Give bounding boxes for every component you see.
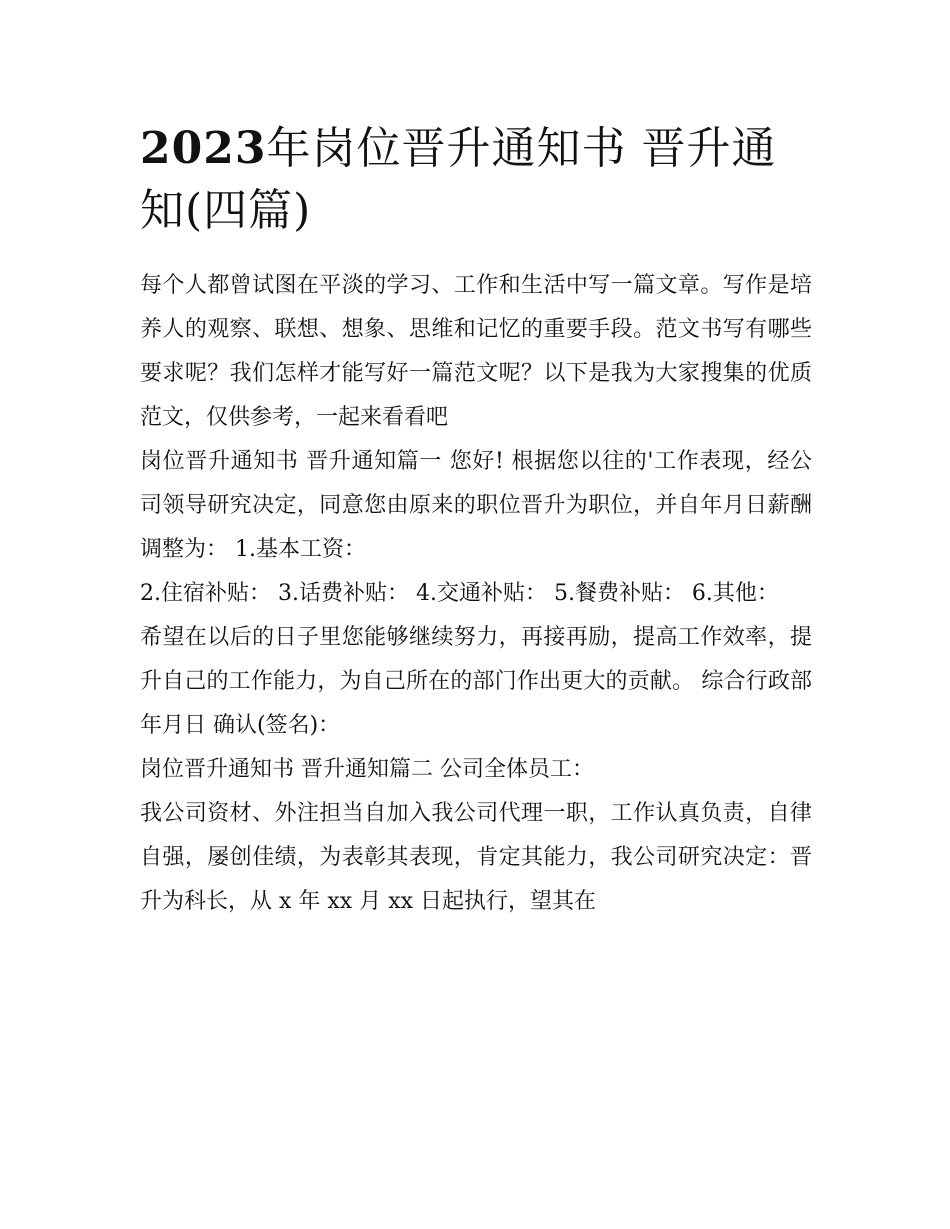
document-title — [140, 118, 812, 242]
title-year: 2023 — [140, 123, 267, 174]
document-page — [140, 118, 812, 924]
allowance-list-paragraph: 2.住宿补贴： 3.话费补贴： 4.交通补贴： 5.餐费补贴： 6.其他： — [140, 581, 779, 606]
notice-two-paragraph: 我公司资材、外注担当自加入我公司代理一职，工作认真负责，自律自强，屡创佳绩，为表彰其表现，肯定其能力，我公司研究决定：晋升为科长，从 x 年 xx 月 xx 日起执行，望其在 — [140, 801, 812, 914]
notice-two-heading: 岗位晋升通知书 晋升通知篇二 公司全体员工： — [140, 757, 594, 782]
notice-one-paragraph: 岗位晋升通知书 晋升通知篇一 您好! 根据您以往的'工作表现，经公司领导研究决定，同意您由原来的职位晋升为职位，并自年月日薪酬调整为： 1.基本工资： — [140, 449, 812, 562]
document-body — [140, 264, 812, 924]
intro-paragraph: 每个人都曾试图在平淡的学习、工作和生活中写一篇文章。写作是培养人的观察、联想、想象、思维和记忆的重要手段。范文书写有哪些要求呢？我们怎样才能写好一篇范文呢？以下是我为大家搜集的优质范文，仅供参考，一起来看看吧 — [140, 273, 812, 430]
closing-paragraph: 希望在以后的日子里您能够继续努力，再接再励，提高工作效率，提升自己的工作能力，为自己所在的部门作出更大的贡献。 综合行政部 年月日 确认(签名)： — [140, 625, 812, 738]
title-text: 年岗位晋升通知书 晋升通知(四篇) — [140, 123, 777, 236]
